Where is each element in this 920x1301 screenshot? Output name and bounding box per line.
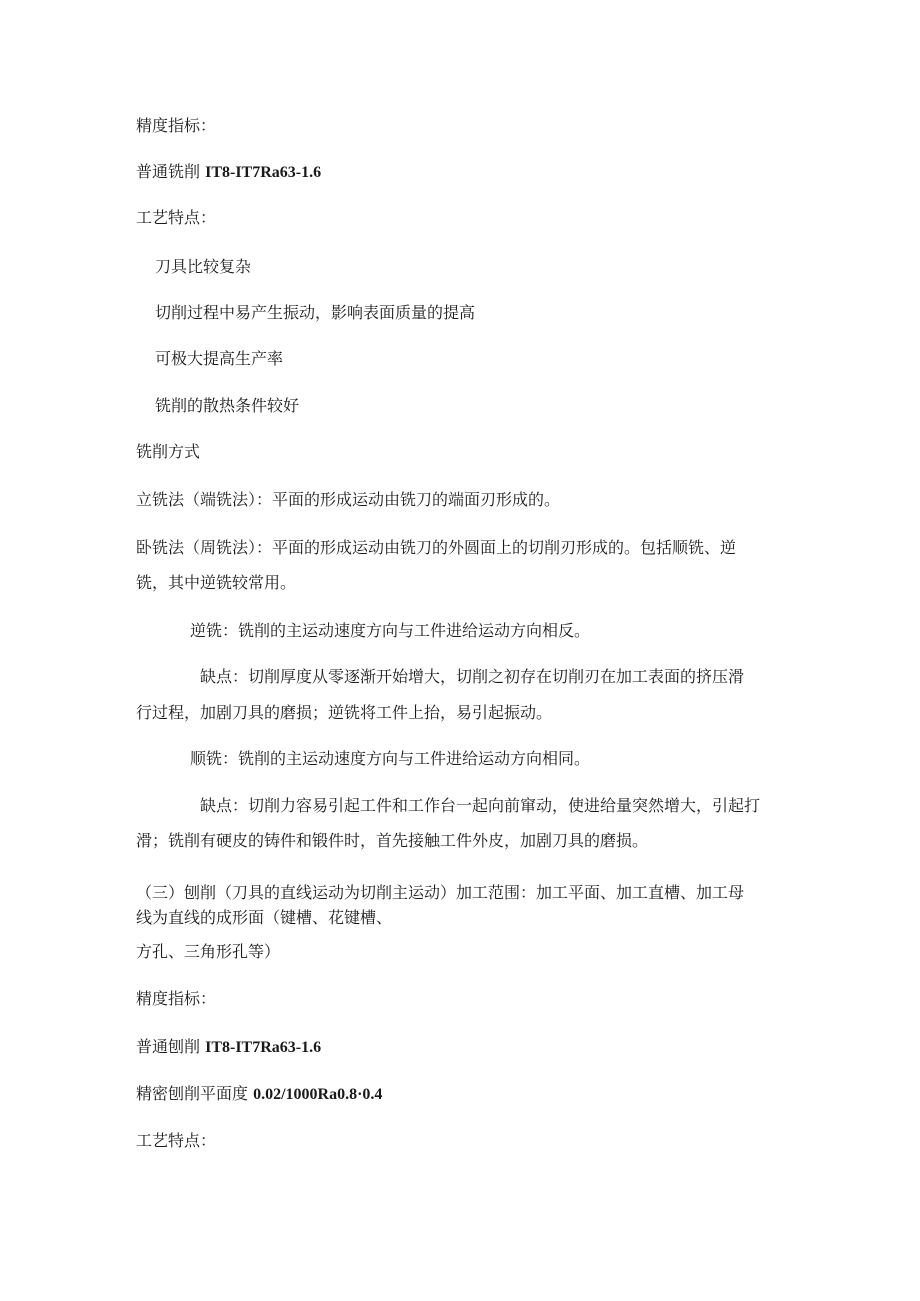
planing-precision-label: 普通刨削 — [136, 1037, 206, 1056]
milling-precision-line — [136, 161, 321, 184]
peripheral-milling-text-1: 卧铣法（周铣法）：平面的形成运动由铣刀的外圆面上的切削刃形成的。包括顺铣、逆 — [136, 538, 737, 557]
down-milling-drawback-1: 缺点：切削力容易引起工件和工作台一起向前窜动，使进给量突然增大，引起打 — [200, 796, 761, 815]
feature-vibration: 切削过程中易产生振动，影响表面质量的提高 — [155, 303, 476, 322]
planing-precision-value: IT8-IT7Ra63-1.6 — [205, 1039, 322, 1056]
peripheral-milling-text-2: 铣，其中逆铣较常用。 — [136, 573, 297, 592]
precision-planing-flatness-line — [136, 1083, 382, 1106]
down-milling-drawback-2: 滑；铣削有硬皮的铸件和锻件时，首先接触工件外皮，加剧刀具的磨损。 — [136, 831, 649, 850]
planing-intro-2: 线为直线的成形面（键槽、花键槽、 — [136, 908, 393, 927]
feature-productivity: 可极大提高生产率 — [155, 349, 284, 368]
milling-precision-value: IT8-IT7Ra63-1.6 — [205, 164, 322, 181]
face-milling-text: 立铣法（端铣法）：平面的形成运动由铣刀的端面刃形成的。 — [136, 490, 561, 509]
feature-tool-complex: 刀具比较复杂 — [155, 257, 252, 276]
milling-precision-label: 普通铣削 — [136, 162, 206, 181]
down-milling-text: 顺铣：铣削的主运动速度方向与工件进给运动方向相同。 — [190, 749, 591, 768]
heading-precision: 精度指标： — [136, 116, 217, 135]
heading-precision-planing: 精度指标： — [136, 989, 217, 1008]
heading-milling-methods: 铣削方式 — [136, 442, 201, 461]
planing-intro-1: （三）刨削（刀具的直线运动为切削主运动）加工范围：加工平面、加工直槽、加工母 — [136, 883, 745, 902]
feature-heat-dissipation: 铣削的散热条件较好 — [155, 396, 300, 415]
precision-planing-flatness-value: 0.02/1000Ra0.8·0.4 — [253, 1086, 383, 1103]
planing-intro-3: 方孔、三角形孔等） — [136, 942, 281, 961]
precision-planing-flatness-label: 精密刨削平面度 — [136, 1084, 254, 1103]
heading-process-features-planing: 工艺特点： — [136, 1131, 217, 1150]
planing-precision-line — [136, 1036, 321, 1059]
up-milling-drawback-2: 行过程，加剧刀具的磨损；逆铣将工件上抬，易引起振动。 — [136, 703, 553, 722]
up-milling-text: 逆铣：铣削的主运动速度方向与工件进给运动方向相反。 — [190, 621, 591, 640]
up-milling-drawback-1: 缺点：切削厚度从零逐渐开始增大，切削之初存在切削刃在加工表面的挤压滑 — [200, 667, 745, 686]
heading-process-features: 工艺特点： — [136, 208, 217, 227]
